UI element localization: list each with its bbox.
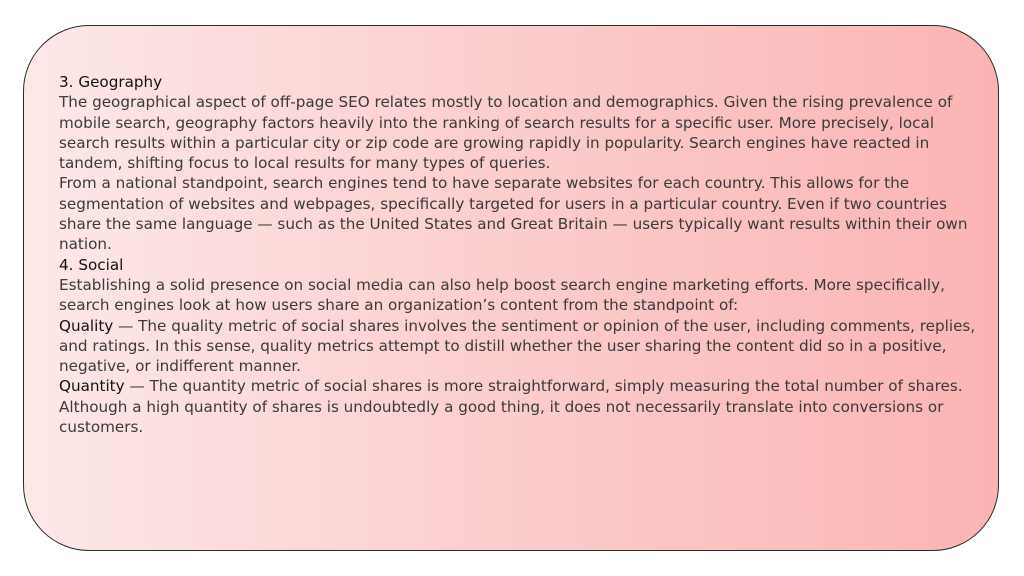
text-body: [59, 72, 989, 437]
quality-description: — The quality metric of social shares involves the sentiment or opinion of the user, including comments, replies, and ratings. In this sense, quality metrics attempt to distill whether the user sharing the content did so in a positive, negative, or indifferent manner.: [59, 316, 976, 376]
quantity-description: — The quantity metric of social shares is more straightforward, simply measuring the total number of shares. Although a high quantity of shares is undoubtedly a good thing, it does not necessarily translate into conversions or customers.: [59, 377, 963, 437]
quantity-paragraph: [59, 376, 989, 437]
social-heading: 4. Social: [59, 255, 124, 274]
geography-paragraph-1: The geographical aspect of off-page SEO relates mostly to location and demographics. Given the rising prevalence of mobile search, geography factors heavily into the ranking of search results for a specific user. More precisely, local search results within a particular city or zip code are growing rapidly in popularity. Search engines have reacted in tandem, shifting focus to local results for many types of queries.: [59, 93, 953, 173]
quantity-term: Quantity: [59, 377, 125, 396]
geography-heading: 3. Geography: [59, 73, 163, 91]
social-intro: Establishing a solid presence on social media can also help boost search engine marketing efforts. More specifically, search engines look at how users share an organization’s content from the standpoint of:: [59, 275, 945, 315]
quality-term: Quality: [59, 316, 114, 335]
geography-paragraph-2: From a national standpoint, search engines tend to have separate websites for each country. This allows for the segmentation of websites and webpages, specifically targeted for users in a particular country. Even if two countries share the same language — such as the United States and Great Britain — users typically want results within their own nation.: [59, 174, 968, 254]
quality-paragraph: [59, 316, 989, 377]
